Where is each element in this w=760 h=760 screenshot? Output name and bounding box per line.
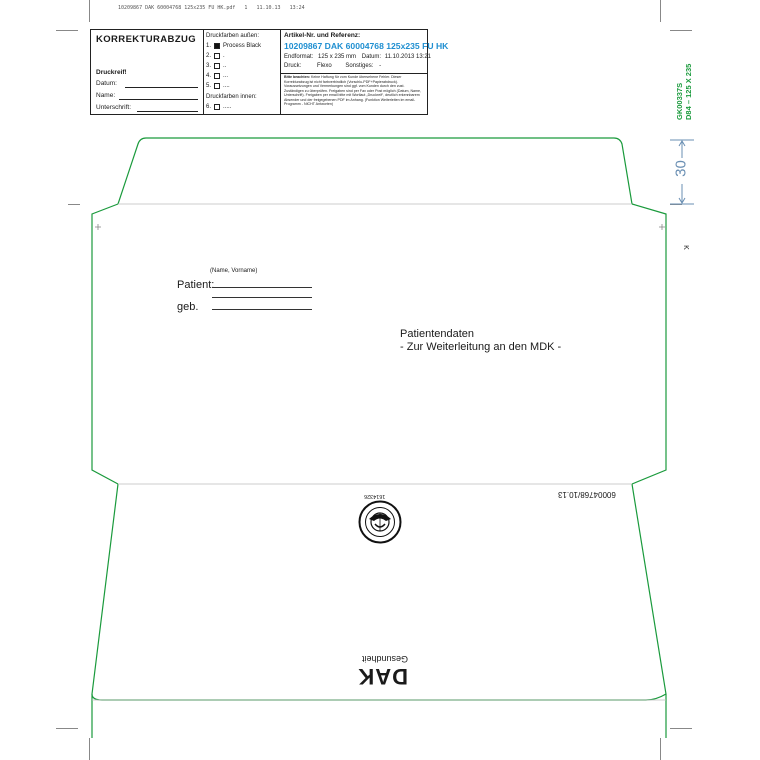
proof-note-text: Keine Haftung für vom Kunde übersehene Fehler. Dieser Korrekturabzug ist nicht farbverbindlich (Vorschlu-PDF+Papierabdruck). Voraussetzungen und Vermerkungen sind ggf. vom Kunden durch den zust. Zuständigen zu überprüfen. Freigaben sind per Fax oder Post möglich (Datum, Name, Unterschrift). Freigaben per email bitte mit Wortlaut „Druckreif“, deutlich erkennbarem Absender und der freigegebenen PDF im Anhang. (Funktion Weiterleiten im email-Programm - NICHT Antworten) <box>284 75 422 106</box>
birth-line[interactable] <box>212 309 312 310</box>
print-label: Druck: <box>284 63 302 69</box>
dak-logo-text: DAK <box>357 664 408 689</box>
color-row-label: ..... <box>223 104 232 110</box>
color-row-number: 2. <box>206 53 212 59</box>
color-mark: K <box>681 245 689 250</box>
date-label: Datum: <box>361 54 382 60</box>
patient-line-1[interactable] <box>212 287 312 288</box>
color-row-label: ... <box>223 73 229 79</box>
seal-number: 1614326 <box>364 493 386 499</box>
proof-note-heading: Bitte beachten: <box>284 75 310 79</box>
print-value: Flexo <box>317 63 332 69</box>
proof-title: KORREKTURABZUG <box>96 34 197 45</box>
file-info-line: 10209867 DAK 60004768 125x235 FU HK.pdf 1 11.10.13 13:24 <box>118 5 305 11</box>
date-field-label: Datum: <box>96 80 117 87</box>
other-label: Sonstiges: <box>345 63 374 69</box>
endformat-label: Endformat: <box>284 54 314 60</box>
color-row-label: .... <box>223 83 230 89</box>
flap-dimension-value: 30 <box>672 160 690 177</box>
date-value: 11.10.2013 13:21 <box>384 54 432 60</box>
endformat-value: 125 x 235 mm <box>318 54 357 60</box>
patient-data-info <box>400 328 561 354</box>
print-ready-label: Druckreif! <box>96 69 127 76</box>
article-label: Artikel-Nr. und Referenz: <box>284 32 361 39</box>
birth-label: geb. <box>177 301 199 313</box>
color-row-label: .. <box>223 63 227 69</box>
patient-label: Patient: <box>177 279 215 291</box>
color-row-number: 4. <box>206 73 212 79</box>
color-row-number: 3. <box>206 63 212 69</box>
name-field-label: Name: <box>96 92 116 99</box>
product-code: GK00337S <box>675 82 684 120</box>
colors-outside-label: Druckfarben außen: <box>206 33 260 39</box>
article-code: 10209867 DAK 60004768 125x235 FU HK <box>284 41 449 51</box>
dak-logo <box>350 644 408 688</box>
environmental-seal-icon <box>358 500 402 544</box>
patient-line-2[interactable] <box>212 297 312 298</box>
name-hint: (Name, Vorname) <box>210 268 258 274</box>
color-row-number: 1. <box>206 43 212 49</box>
info-line-1: Patientendaten <box>400 328 475 340</box>
color-row-number: 6. <box>206 104 212 110</box>
color-row-number: 5. <box>206 83 212 89</box>
other-value: - <box>379 63 382 69</box>
dak-logo-subtitle: Gesundheit <box>361 654 408 664</box>
color-row-label: Process Black <box>223 43 262 49</box>
format-code: D84 – 125 X 235 <box>684 63 693 120</box>
order-code: 60004768/10.13 <box>558 490 616 499</box>
info-line-2: - Zur Weiterleitung an den MDK - <box>400 341 562 353</box>
colors-inside-label: Druckfarben innen: <box>206 94 257 100</box>
signature-field-label: Unterschrift: <box>96 104 132 111</box>
color-row-label: . <box>223 53 225 59</box>
